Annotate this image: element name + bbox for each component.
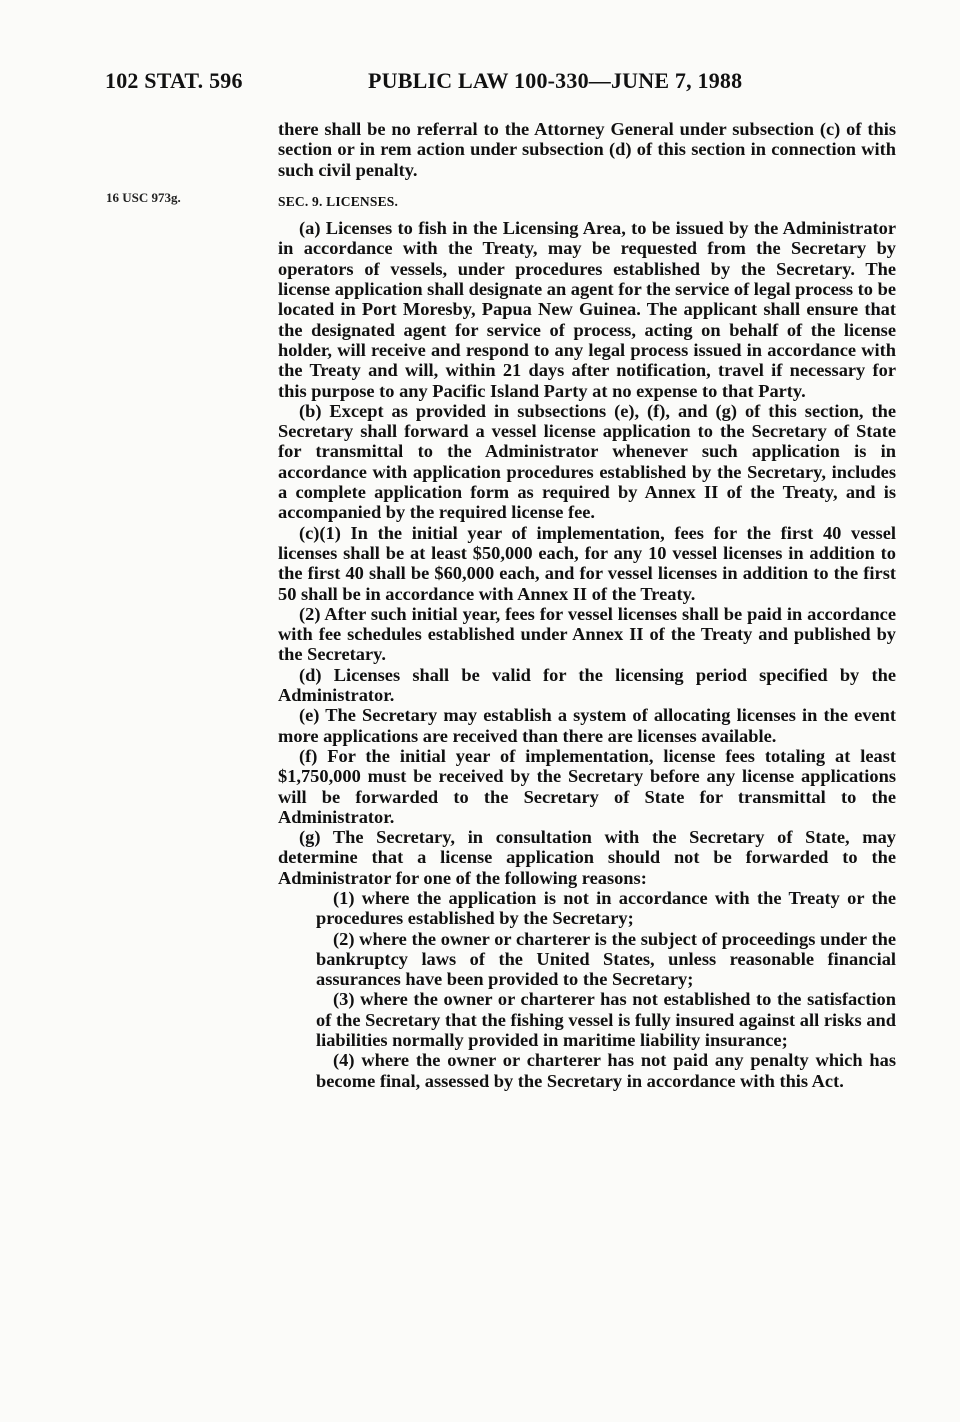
list-item: (3) where the owner or charterer has not established to the satisfaction of the Secretary that the fishing vessel is fully insured against all risks and liabilities normally provided in maritime liability insurance; (316, 989, 896, 1051)
paragraph-f: (f) For the initial year of implementation, license fees totaling at least $1,750,000 must be received by the Secretary before any license applications will be forwarded to the Secretary of State for transmittal to the Administrator. (278, 745, 896, 827)
list-item: (4) where the owner or charterer has not paid any penalty which has become final, assessed by the Secretary in accordance with this Act. (316, 1050, 896, 1091)
body-text (278, 119, 896, 1091)
paragraph-b: (b) Except as provided in subsections (e), (f), and (g) of this section, the Secretary shall forward a vessel license application to the Secretary of State for transmittal to the Administrator whenever such application is in accordance with application procedures established by the Secretary, includes a complete application form as required by Annex II of the Treaty, and is accompanied by the required license fee. (278, 400, 896, 523)
paragraph-c1: (c)(1) In the initial year of implementation, fees for the first 40 vessel licenses shall be at least $50,000 each, for any 10 vessel licenses in addition to the first 40 shall be $60,000 each, and for vessel licenses in addition to the first 50 shall be in accordance with Annex II of the Treaty. (278, 522, 896, 604)
stat-page-number: 102 STAT. 596 (105, 68, 243, 93)
paragraph-c2: (2) After such initial year, fees for vessel licenses shall be paid in accordance with fee schedules established under Annex II of the Treaty and published by the Secretary. (278, 603, 896, 665)
paragraph-a: (a) Licenses to fish in the Licensing Area, to be issued by the Administrator in accordance with the Treaty, may be requested from the Secretary by operators of vessels, under procedures established by the Secretary. The license application shall designate an agent for the service of legal process to be located in Port Moresby, Papua New Guinea. The applicant shall ensure that the designated agent for service of process, acting on behalf of the license holder, will receive and respond to any legal process issued in accordance with the Treaty and will, within 21 days after notification, travel if necessary for this purpose to any Pacific Island Party at no expense to that Party. (278, 218, 896, 401)
list-item: (2) where the owner or charterer is the subject of proceedings under the bankruptcy laws of the United States, unless reasonable financial assurances have been provided to the Secretary; (316, 928, 896, 990)
continuation-paragraph: there shall be no referral to the Attorney General under subsection (c) of this section or in rem action under subsection (d) of this section in connection with such civil penalty. (278, 119, 896, 180)
paragraph-e: (e) The Secretary may establish a system of allocating licenses in the event more applications are received than there are licenses available. (278, 705, 896, 746)
paragraph-d: (d) Licenses shall be valid for the licensing period specified by the Administrator. (278, 664, 896, 706)
margin-citation: 16 USC 973g. (106, 190, 181, 205)
paragraph-g: (g) The Secretary, in consultation with the Secretary of State, may determine that a license application should not be forwarded to the Administrator for one of the following reasons: (278, 827, 896, 888)
law-title: PUBLIC LAW 100-330—JUNE 7, 1988 (368, 68, 743, 93)
section-heading: SEC. 9. LICENSES. (278, 193, 399, 209)
list-item: (1) where the application is not in accordance with the Treaty or the procedures established by the Secretary; (316, 887, 896, 929)
